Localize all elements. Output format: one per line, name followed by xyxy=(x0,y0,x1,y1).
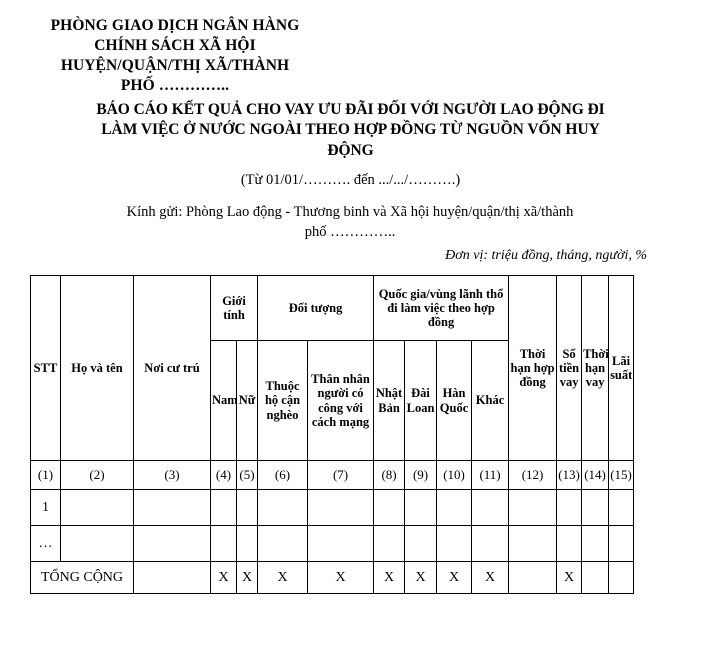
column-number-7: (7) xyxy=(308,461,374,490)
column-number-9: (9) xyxy=(405,461,437,490)
column-number-3: (3) xyxy=(134,461,211,490)
total-contract-term xyxy=(509,562,557,594)
report-table-container xyxy=(30,275,633,594)
total-row xyxy=(31,562,634,594)
column-number-2: (2) xyxy=(61,461,134,490)
total-female: X xyxy=(237,562,258,594)
column-number-row xyxy=(31,461,634,490)
org-line-3: HUYỆN/QUẬN/THỊ XÃ/THÀNH xyxy=(60,57,290,75)
col-group-header-target-group: Đối tượng xyxy=(258,276,374,341)
total-japan: X xyxy=(374,562,405,594)
cell-interest-rate[interactable] xyxy=(609,490,634,526)
cell-korea[interactable] xyxy=(437,526,472,562)
column-number-10: (10) xyxy=(437,461,472,490)
unit-note: Đơn vị: triệu đồng, tháng, người, % xyxy=(445,248,647,263)
column-number-13: (13) xyxy=(557,461,582,490)
total-loan-amount: X xyxy=(557,562,582,594)
cell-male[interactable] xyxy=(211,490,237,526)
total-taiwan: X xyxy=(405,562,437,594)
total-male: X xyxy=(211,562,237,594)
column-number-1: (1) xyxy=(31,461,61,490)
total-row-label: TỔNG CỘNG xyxy=(31,562,134,594)
cell-loan-term[interactable] xyxy=(582,526,609,562)
col-header-japan: Nhật Bản xyxy=(374,341,405,461)
col-header-loan-amount: Số tiền vay xyxy=(557,276,582,461)
cell-loan-term[interactable] xyxy=(582,490,609,526)
recipient-block xyxy=(40,202,660,242)
org-line-4: PHỐ ………….. xyxy=(120,77,230,95)
col-group-header-gender: Giới tính xyxy=(211,276,258,341)
recipient-line-1: Kính gửi: Phòng Lao động - Thương binh và Xã hội huyện/quận/thị xã/thành xyxy=(126,204,574,220)
cell-female[interactable] xyxy=(237,526,258,562)
cell-female[interactable] xyxy=(237,490,258,526)
row-index: 1 xyxy=(31,490,61,526)
issuing-organization xyxy=(30,16,320,97)
column-number-12: (12) xyxy=(509,461,557,490)
total-near-poor-household: X xyxy=(258,562,308,594)
col-header-residence: Nơi cư trú xyxy=(134,276,211,461)
cell-contract-term[interactable] xyxy=(509,490,557,526)
col-header-other: Khác xyxy=(472,341,509,461)
total-other: X xyxy=(472,562,509,594)
column-number-4: (4) xyxy=(211,461,237,490)
column-number-6: (6) xyxy=(258,461,308,490)
total-loan-term xyxy=(582,562,609,594)
cell-korea[interactable] xyxy=(437,490,472,526)
col-header-stt: STT xyxy=(31,276,61,461)
column-number-14: (14) xyxy=(582,461,609,490)
title-line-3: ĐỘNG xyxy=(327,141,374,159)
cell-other[interactable] xyxy=(472,526,509,562)
cell-taiwan[interactable] xyxy=(405,526,437,562)
reporting-period: (Từ 01/01/………. đến .../.../……….) xyxy=(240,172,461,188)
col-header-relative-of-revolution-contributor: Thân nhân người có công với cách mạng xyxy=(308,341,374,461)
col-header-taiwan: Đài Loan xyxy=(405,341,437,461)
cell-relative-of-revolution-contributor[interactable] xyxy=(308,490,374,526)
col-header-loan-term: Thời hạn vay xyxy=(582,276,609,461)
cell-near-poor-household[interactable] xyxy=(258,526,308,562)
column-number-11: (11) xyxy=(472,461,509,490)
report-table xyxy=(30,275,634,594)
cell-residence[interactable] xyxy=(134,490,211,526)
col-header-near-poor-household: Thuộc hộ cận nghèo xyxy=(258,341,308,461)
column-number-5: (5) xyxy=(237,461,258,490)
cell-loan-amount[interactable] xyxy=(557,490,582,526)
title-line-2: LÀM VIỆC Ở NƯỚC NGOÀI THEO HỢP ĐỒNG TỪ NGUỒN VỐN HUY xyxy=(101,121,600,139)
col-header-female: Nữ xyxy=(237,341,258,461)
cell-interest-rate[interactable] xyxy=(609,526,634,562)
row-index: … xyxy=(31,526,61,562)
cell-loan-amount[interactable] xyxy=(557,526,582,562)
cell-contract-term[interactable] xyxy=(509,526,557,562)
col-header-full-name: Họ và tên xyxy=(61,276,134,461)
table-row[interactable] xyxy=(31,526,634,562)
total-residence xyxy=(134,562,211,594)
cell-full-name[interactable] xyxy=(61,490,134,526)
total-korea: X xyxy=(437,562,472,594)
cell-male[interactable] xyxy=(211,526,237,562)
total-relative-of-revolution-contributor: X xyxy=(308,562,374,594)
document-title xyxy=(30,100,671,161)
cell-japan[interactable] xyxy=(374,490,405,526)
org-line-1: PHÒNG GIAO DỊCH NGÂN HÀNG xyxy=(50,17,300,34)
cell-other[interactable] xyxy=(472,490,509,526)
column-number-15: (15) xyxy=(609,461,634,490)
cell-taiwan[interactable] xyxy=(405,490,437,526)
cell-residence[interactable] xyxy=(134,526,211,562)
cell-relative-of-revolution-contributor[interactable] xyxy=(308,526,374,562)
recipient-line-2: phố ………….. xyxy=(304,224,396,240)
title-line-1: BÁO CÁO KẾT QUẢ CHO VAY ƯU ĐÃI ĐỐI VỚI NGƯỜI LAO ĐỘNG ĐI xyxy=(96,101,605,118)
col-header-korea: Hàn Quốc xyxy=(437,341,472,461)
cell-near-poor-household[interactable] xyxy=(258,490,308,526)
col-header-interest-rate: Lãi suất xyxy=(609,276,634,461)
column-number-8: (8) xyxy=(374,461,405,490)
table-row[interactable] xyxy=(31,490,634,526)
cell-japan[interactable] xyxy=(374,526,405,562)
cell-full-name[interactable] xyxy=(61,526,134,562)
org-line-2: CHÍNH SÁCH XÃ HỘI xyxy=(94,37,256,55)
col-header-male: Nam xyxy=(211,341,237,461)
total-interest-rate xyxy=(609,562,634,594)
col-group-header-destination-country: Quốc gia/vùng lãnh thổ đi làm việc theo hợp đồng xyxy=(374,276,509,341)
col-header-contract-term: Thời hạn hợp đồng xyxy=(509,276,557,461)
